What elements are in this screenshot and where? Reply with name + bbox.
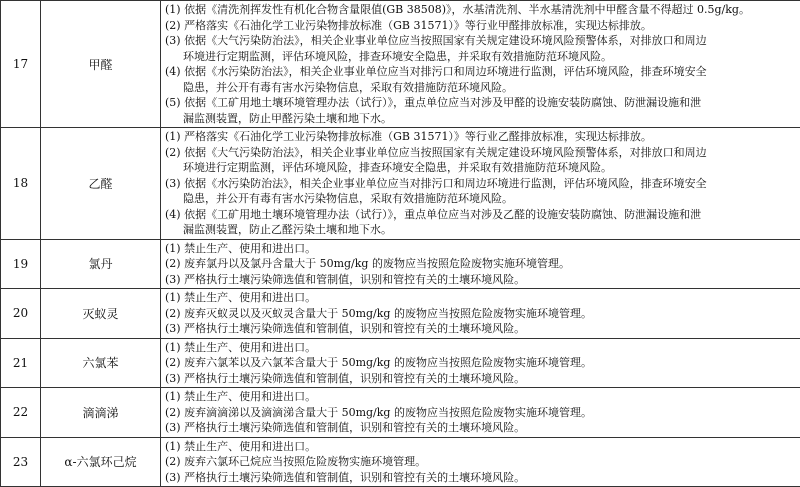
table-row xyxy=(1,1,800,128)
substance-name: 滴滴涕 xyxy=(41,388,161,438)
control-measures xyxy=(161,1,800,128)
substance-name: 氯丹 xyxy=(41,239,161,289)
table-row xyxy=(1,239,800,289)
table-row xyxy=(1,338,800,388)
control-measures xyxy=(161,437,800,487)
control-measures xyxy=(161,388,800,438)
measure-line: (3) 严格执行土壤污染筛选值和管制值，识别和管控有关的土壤环境风险。 xyxy=(165,272,796,288)
measure-line: (1) 禁止生产、使用和进出口。 xyxy=(165,389,796,405)
measure-line: (2) 废弃灭蚁灵以及灭蚁灵含量大于 50mg/kg 的废物应当按照危险废物实施环境管理。 xyxy=(165,306,796,322)
measure-line: (1) 禁止生产、使用和进出口。 xyxy=(165,241,796,257)
table-row xyxy=(1,128,800,240)
measure-line: (4) 依据《水污染防治法》，相关企业事业单位应当对排污口和周边环境进行监测，评估环境风险，排查环境安全 xyxy=(165,64,796,80)
row-number: 18 xyxy=(1,128,41,240)
measure-line: (3) 依据《大气污染防治法》，相关企业事业单位应当按照国家有关规定建设环境风险预警体系，对排放口和周边 xyxy=(165,33,796,49)
measure-line: 隐患，并公开有毒有害水污染物信息，采取有效措施防范环境风险。 xyxy=(165,80,796,96)
measure-line: (1) 禁止生产、使用和进出口。 xyxy=(165,340,796,356)
measure-line: (1) 依据《清洗剂挥发性有机化合物含量限值(GB 38508)》，水基清洗剂、半水基清洗剂中甲醛含量不得超过 0.5g/kg。 xyxy=(165,2,796,18)
control-measures xyxy=(161,239,800,289)
measure-line: 漏监测装置，防止甲醛污染土壤和地下水。 xyxy=(165,111,796,127)
row-number: 20 xyxy=(1,289,41,339)
table-row xyxy=(1,289,800,339)
measure-line: 隐患，并公开有毒有害水污染物信息，采取有效措施防范环境风险。 xyxy=(165,191,796,207)
control-measures xyxy=(161,289,800,339)
measure-line: (5) 依据《工矿用地土壤环境管理办法（试行）》，重点单位应当对涉及甲醛的设施安装防腐蚀、防泄漏设施和泄 xyxy=(165,95,796,111)
substance-name: 灭蚁灵 xyxy=(41,289,161,339)
row-number: 22 xyxy=(1,388,41,438)
substance-name: 乙醛 xyxy=(41,128,161,240)
measure-line: (2) 废弃氯丹以及氯丹含量大于 50mg/kg 的废物应当按照危险废物实施环境管理。 xyxy=(165,256,796,272)
substance-name: α-六氯环己烷 xyxy=(41,437,161,487)
control-measures xyxy=(161,338,800,388)
control-measures xyxy=(161,128,800,240)
row-number: 21 xyxy=(1,338,41,388)
table-row xyxy=(1,388,800,438)
measure-line: (1) 禁止生产、使用和进出口。 xyxy=(165,290,796,306)
measure-line: (1) 严格落实《石油化学工业污染物排放标准（GB 31571）》等行业乙醛排放标准，实现达标排放。 xyxy=(165,129,796,145)
substance-name: 六氯苯 xyxy=(41,338,161,388)
measure-line: (3) 依据《水污染防治法》，相关企业事业单位应当对排污口和周边环境进行监测，评估环境风险，排查环境安全 xyxy=(165,176,796,192)
measure-line: (2) 严格落实《石油化学工业污染物排放标准（GB 31571）》等行业甲醛排放标准，实现达标排放。 xyxy=(165,18,796,34)
table-body xyxy=(1,1,800,487)
measure-line: (3) 严格执行土壤污染筛选值和管制值，识别和管控有关的土壤环境风险。 xyxy=(165,420,796,436)
measure-line: (2) 依据《大气污染防治法》，相关企业事业单位应当按照国家有关规定建设环境风险预警体系，对排放口和周边 xyxy=(165,145,796,161)
measure-line: (3) 严格执行土壤污染筛选值和管制值，识别和管控有关的土壤环境风险。 xyxy=(165,321,796,337)
measure-line: 漏监测装置，防止乙醛污染土壤和地下水。 xyxy=(165,222,796,238)
measure-line: (2) 废弃滴滴涕以及滴滴涕含量大于 50mg/kg 的废物应当按照危险废物实施环境管理。 xyxy=(165,405,796,421)
table-row xyxy=(1,437,800,487)
substance-name: 甲醛 xyxy=(41,1,161,128)
row-number: 19 xyxy=(1,239,41,289)
measure-line: (4) 依据《工矿用地土壤环境管理办法（试行）》，重点单位应当对涉及乙醛的设施安装防腐蚀、防泄漏设施和泄 xyxy=(165,207,796,223)
measure-line: (1) 禁止生产、使用和进出口。 xyxy=(165,439,796,455)
measure-line: (3) 严格执行土壤污染筛选值和管制值，识别和管控有关的土壤环境风险。 xyxy=(165,371,796,387)
measure-line: (3) 严格执行土壤污染筛选值和管制值，识别和管控有关的土壤环境风险。 xyxy=(165,470,796,486)
measure-line: (2) 废弃六氯苯以及六氯苯含量大于 50mg/kg 的废物应当按照危险废物实施环境管理。 xyxy=(165,355,796,371)
row-number: 17 xyxy=(1,1,41,128)
measure-line: 环境进行定期监测，评估环境风险，排查环境安全隐患，并采取有效措施防范环境风险。 xyxy=(165,160,796,176)
measure-line: 环境进行定期监测，评估环境风险，排查环境安全隐患，并采取有效措施防范环境风险。 xyxy=(165,49,796,65)
row-number: 23 xyxy=(1,437,41,487)
measure-line: (2) 废弃六氯环己烷应当按照危险废物实施环境管理。 xyxy=(165,454,796,470)
